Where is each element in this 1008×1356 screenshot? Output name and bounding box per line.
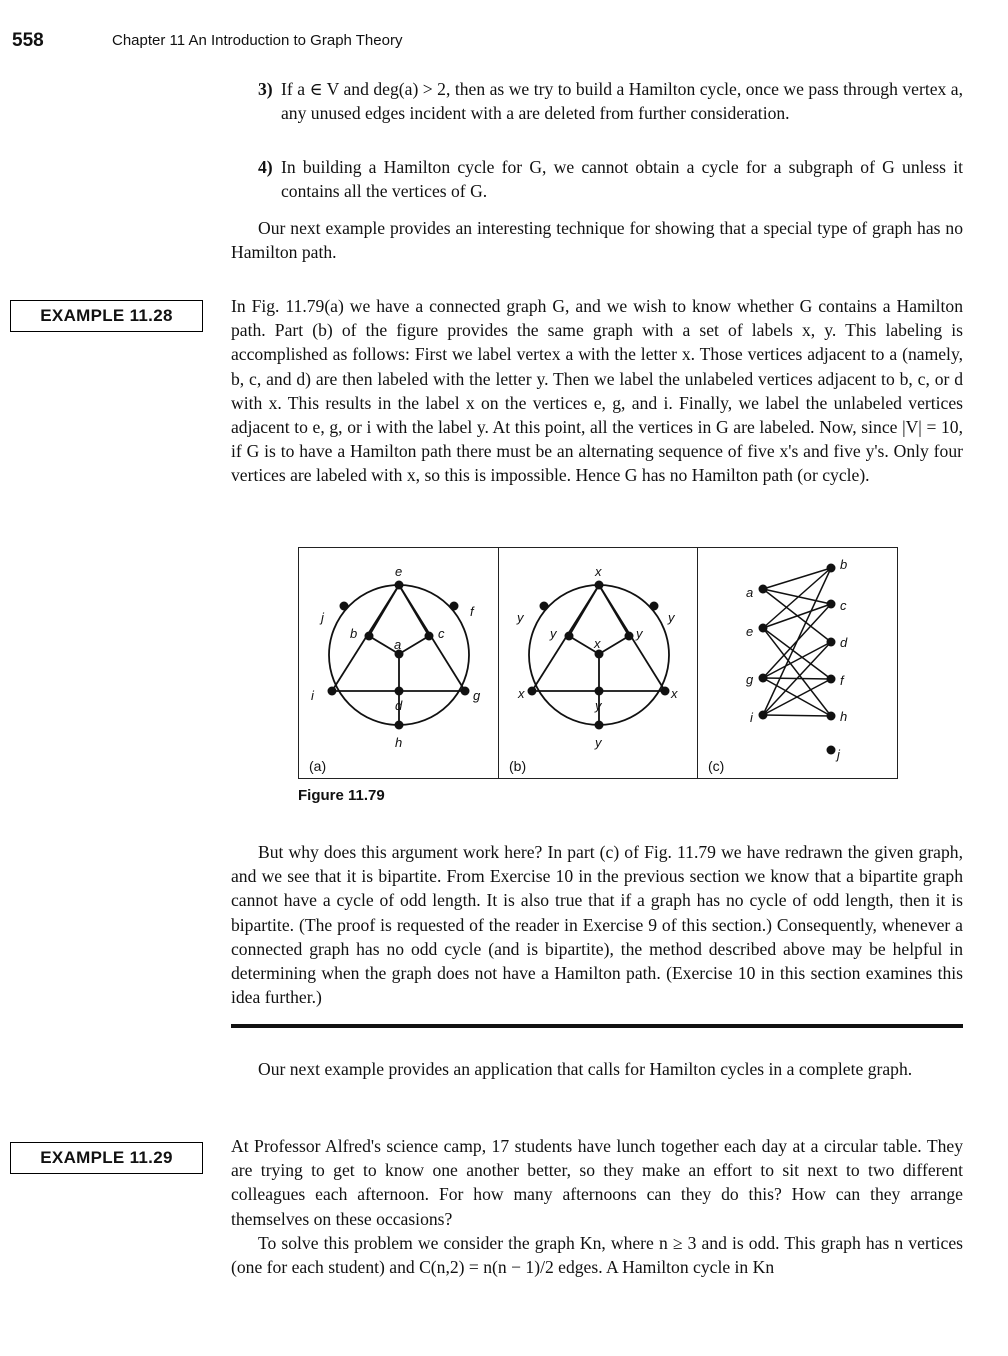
vertex-d	[827, 638, 836, 647]
graph-b	[499, 548, 698, 780]
intro-paragraph: Our next example provides an interesting technique for showing that a special type of graph has no Hamilton path.	[231, 218, 963, 263]
label-g: g	[473, 688, 481, 703]
item-label: 4)	[258, 157, 273, 177]
vertex-g	[759, 674, 768, 683]
label-f: f	[840, 673, 844, 688]
vertex-c	[425, 632, 434, 641]
figure-11-79	[298, 547, 898, 779]
vertex-b	[365, 632, 374, 641]
label-c: c	[840, 598, 847, 613]
label-e: e	[395, 564, 403, 579]
label-j: j	[321, 610, 324, 625]
label-d: y	[595, 698, 602, 713]
list-item-3	[258, 77, 963, 125]
vertex-e	[395, 581, 404, 590]
label-d: d	[840, 635, 848, 650]
label-d: d	[395, 698, 403, 713]
example-label-11-29: EXAMPLE 11.29	[10, 1142, 203, 1174]
paragraph-bipartite: But why does this argument work here? In part (c) of Fig. 11.79 we have redrawn the given graph, and we see that it is bipartite. From Exercise 10 in the previous section we know that a bipartite graph cannot have a cycle of odd length. It is also true that if a graph has no cycle of odd length, then it is bipartite. (The proof is requested of the reader in Exercise 9 of this section.) Consequently, whenever a connected graph has no odd cycle (and is bipartite), the method described above may be helpful in determining when the graph does not have a Hamilton path. (Exercise 10 in this section examines this idea further.)	[231, 842, 963, 1008]
panel-a-label: (a)	[309, 758, 327, 774]
label-e: x	[595, 564, 602, 579]
vertex-j	[827, 746, 836, 755]
label-j: y	[517, 610, 524, 625]
page-header	[12, 30, 403, 52]
section-divider	[231, 1024, 963, 1028]
chapter-title: Chapter 11 An Introduction to Graph Theory	[112, 32, 403, 49]
vertex-d	[595, 687, 604, 696]
example-11-28-text: In Fig. 11.79(a) we have a connected graph G, and we wish to know whether G contains a Hamilton path. Part (b) of the figure provides the same graph with a set of labels x, y. This labeling is accomplished as follows: First we label vertex a with the letter x. Those vertices adjacent to a (namely, b, c, and d) are then labeled with the letter y. Then we label the unlabeled vertices adjacent to b, c, or d with x. This results in the label x on the vertices e, g, and i. Finally, we label the unlabeled vertices adjacent to e, g, or i with the label y. At this point, all the vertices in G are labeled. Now, since |V| = 10, if G is to have a Hamilton path there must be an alternating sequence of five x's and five y's. Only four vertices are labeled with x, so this is impossible. Hence G has no Hamilton path (or cycle).	[231, 296, 963, 486]
label-b: b	[840, 557, 848, 572]
label-h: h	[840, 709, 848, 724]
page-number: 558	[12, 30, 44, 51]
list-item-4	[258, 155, 963, 203]
vertex-j	[540, 602, 549, 611]
label-i: i	[311, 688, 314, 703]
label-a: a	[746, 585, 754, 600]
vertex-g	[461, 687, 470, 696]
figure-panel-a	[299, 548, 498, 778]
figure-caption: Figure 11.79	[298, 787, 385, 804]
panel-c-label: (c)	[708, 758, 725, 774]
label-h: y	[595, 735, 602, 750]
label-i: x	[518, 686, 525, 701]
label-e: e	[746, 624, 754, 639]
vertex-c	[625, 632, 634, 641]
example-label-11-28: EXAMPLE 11.28	[10, 300, 203, 332]
vertex-e	[759, 624, 768, 633]
vertex-i	[328, 687, 337, 696]
vertex-i	[759, 711, 768, 720]
label-g: g	[746, 672, 754, 687]
graph-a	[299, 548, 498, 780]
vertex-h	[595, 721, 604, 730]
label-a: a	[394, 637, 402, 652]
vertex-f	[827, 675, 836, 684]
label-c: c	[438, 626, 445, 641]
vertex-i	[528, 687, 537, 696]
vertex-a	[759, 585, 768, 594]
vertex-g	[661, 687, 670, 696]
vertex-f	[450, 602, 459, 611]
item-text: If a ∈ V and deg(a) > 2, then as we try to build a Hamilton cycle, once we pass through vertex a, any unused edges incident with a are deleted from further consideration.	[281, 79, 963, 124]
vertex-b	[565, 632, 574, 641]
vertex-j	[340, 602, 349, 611]
paragraph-next-example: Our next example provides an application that calls for Hamilton cycles in a complete graph.	[258, 1059, 913, 1079]
label-i: i	[750, 710, 753, 725]
vertex-f	[650, 602, 659, 611]
label-g: x	[671, 686, 678, 701]
figure-panel-c	[697, 548, 898, 778]
label-c: y	[636, 626, 643, 641]
vertex-h	[395, 721, 404, 730]
item-text: In building a Hamilton cycle for G, we cannot obtain a cycle for a subgraph of G unless it contains all the vertices of G.	[281, 157, 963, 202]
vertex-h	[827, 712, 836, 721]
label-f: y	[668, 610, 675, 625]
vertex-c	[827, 600, 836, 609]
label-b: y	[550, 626, 557, 641]
label-b: b	[350, 626, 358, 641]
label-j: j	[837, 747, 840, 762]
graph-c	[698, 548, 898, 780]
label-a: x	[594, 636, 601, 651]
item-label: 3)	[258, 79, 273, 99]
panel-b-label: (b)	[509, 758, 527, 774]
figure-panel-b	[498, 548, 698, 778]
vertex-e	[595, 581, 604, 590]
label-h: h	[395, 735, 403, 750]
label-f: f	[470, 604, 474, 619]
vertex-d	[395, 687, 404, 696]
vertex-b	[827, 564, 836, 573]
example-11-29-text: At Professor Alfred's science camp, 17 students have lunch together each day at a circular table. They are trying to get to know one another better, so they make an effort to sit next to two different colleagues each afternoon. For how many afternoons can they do this? How can they arrange themselves on these occasions? To solve this problem we consider the graph Kn, where n ≥ 3 and is odd. This graph has n vertices (one for each student) and C(n,2) = n(n − 1)/2 edges. A Hamilton cycle in Kn	[231, 1136, 963, 1278]
